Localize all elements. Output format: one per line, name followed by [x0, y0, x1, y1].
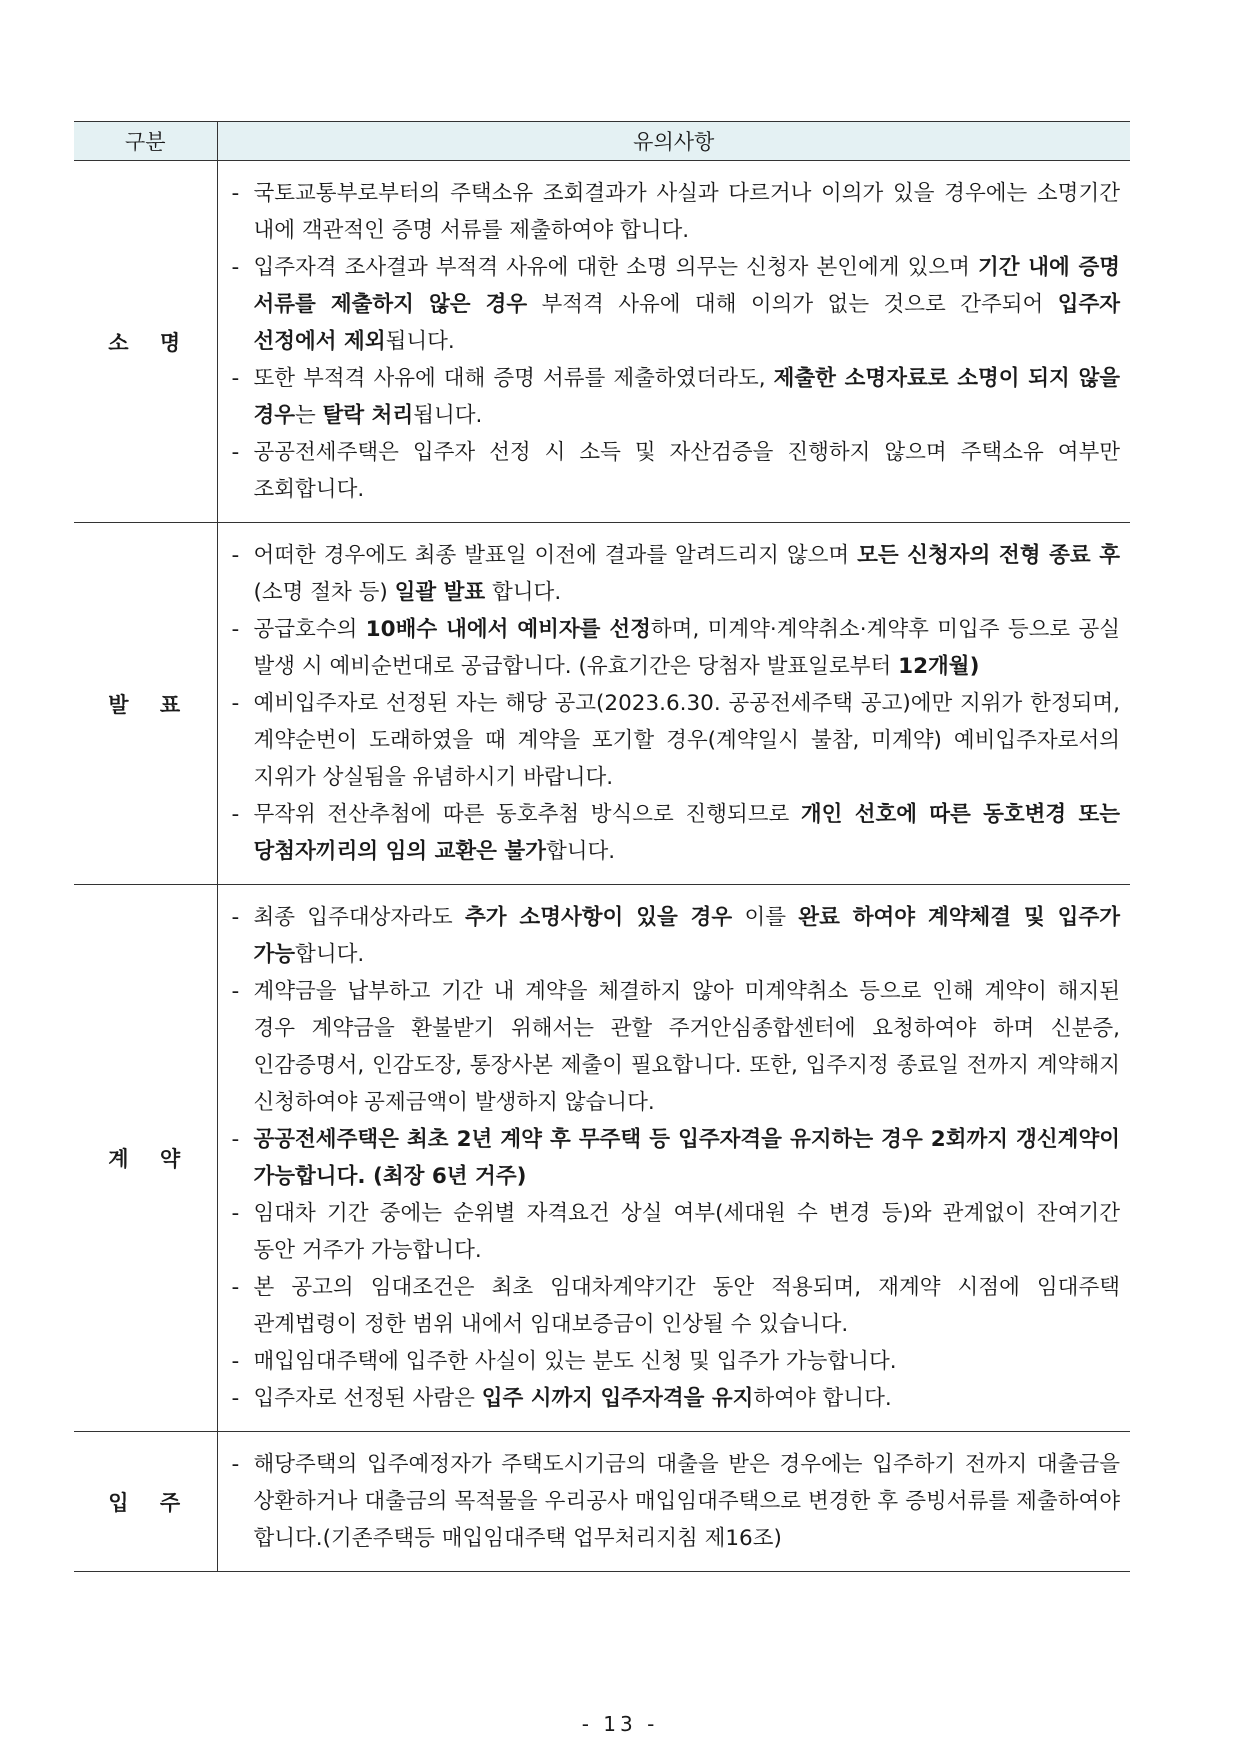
notes-list: [218, 885, 1131, 1431]
bullet-dash: -: [231, 543, 240, 568]
bullet-dash: -: [231, 1386, 240, 1411]
note-emphasis: 탈락 처리: [322, 403, 414, 428]
note-text: 됩니다.: [385, 329, 455, 354]
note-emphasis: 기간 내에 증명 서류를 제출하지 않은 경우: [253, 255, 1120, 317]
note-item: [232, 1380, 1121, 1417]
note-text: 또한 부적격 사유에 대해 증명 서류를 제출하였더라도,: [253, 366, 774, 391]
note-text: 무작위 전산추첨에 따른 동호추첨 방식으로 진행되므로: [253, 802, 801, 827]
bullet-dash: -: [231, 255, 240, 280]
note-item: [232, 537, 1121, 611]
note-item: [232, 434, 1121, 508]
bullet-dash: -: [231, 181, 240, 206]
table-row-gyeyak: [74, 885, 1130, 1432]
note-text: 임대차 기간 중에는 순위별 자격요건 상실 여부(세대원 수 변경 등)와 관계없이 잔여기간 동안 거주가 가능합니다.: [253, 1201, 1120, 1263]
row-category: 발 표: [74, 523, 217, 885]
row-category: 계 약: [74, 885, 217, 1432]
note-item: [232, 1343, 1121, 1380]
note-item: [232, 1195, 1121, 1269]
note-item: [232, 1121, 1121, 1195]
notes-list: [218, 161, 1131, 522]
bullet-dash: -: [231, 1127, 240, 1152]
row-notes: [217, 161, 1130, 523]
note-item: [232, 1269, 1121, 1343]
bullet-dash: -: [231, 1201, 240, 1226]
table-body: [74, 161, 1130, 1572]
note-item: [232, 249, 1121, 360]
note-text: 계약금을 납부하고 기간 내 계약을 체결하지 않아 미계약취소 등으로 인해 계약이 해지된 경우 계약금을 환불받기 위해서는 관할 주거안심종합센터에 요청하여야 하며 신분증, 인감증명서, 인감도장, 통장사본 제출이 필요합니다. 또한, 입주지정 종료일 전까지 계약해지 신청하여야 공제금액이 발생하지 않습니다.: [253, 979, 1120, 1115]
page-number: - 13 -: [581, 1712, 659, 1736]
note-text: 예비입주자로 선정된 자는 해당 공고(2023.6.30. 공공전세주택 공고)에만 지위가 한정되며, 계약순번이 도래하였을 때 계약을 포기할 경우(계약일시 불참, 미계약) 예비입주자로서의 지위가 상실됨을 유념하시기 바랍니다.: [253, 691, 1120, 790]
note-text: 됩니다.: [413, 403, 483, 428]
table-row-somyeong: [74, 161, 1130, 523]
note-item: [232, 899, 1121, 973]
note-text: 합니다.: [485, 580, 562, 605]
bullet-dash: -: [231, 802, 240, 827]
note-emphasis: 입주자 선정에서 제외: [253, 292, 1120, 354]
bullet-dash: -: [231, 1452, 240, 1477]
bullet-dash: -: [231, 979, 240, 1004]
table-header-row: [74, 122, 1130, 161]
note-emphasis: 12개월): [898, 654, 980, 679]
notes-list: [218, 523, 1131, 884]
note-text: 이를: [732, 905, 799, 930]
note-text: 는: [295, 403, 323, 428]
row-category: 입 주: [74, 1432, 217, 1572]
note-emphasis: 10배수 내에서 예비자를 선정: [365, 617, 651, 642]
note-text: 부적격 사유에 대해 이의가 없는 것으로 간주되어: [527, 292, 1058, 317]
note-text: 하여야 합니다.: [753, 1386, 892, 1411]
note-text: 공급호수의: [253, 617, 366, 642]
note-item: [232, 175, 1121, 249]
notice-table: [74, 121, 1130, 1572]
notes-list: [218, 1432, 1131, 1571]
table-row-ipju: [74, 1432, 1130, 1572]
note-text: 본 공고의 임대조건은 최초 임대차계약기간 동안 적용되며, 재계약 시점에 임대주택 관계법령이 정한 범위 내에서 임대보증금이 인상될 수 있습니다.: [253, 1275, 1120, 1337]
bullet-dash: -: [231, 691, 240, 716]
note-emphasis: 입주 시까지 입주자격을 유지: [481, 1386, 754, 1411]
note-item: [232, 360, 1121, 434]
header-category: 구분: [74, 122, 217, 161]
note-text: 하며, 미계약·계약취소·계약후 미입주 등으로 공실 발생 시 예비순번대로 공급합니다. (유효기간은 당첨자 발표일로부터: [253, 617, 1120, 679]
note-text: 합니다.: [545, 839, 616, 864]
bullet-dash: -: [231, 1349, 240, 1374]
note-text: 어떠한 경우에도 최종 발표일 이전에 결과를 알려드리지 않으며: [253, 543, 858, 568]
bullet-dash: -: [231, 366, 240, 391]
note-emphasis: 완료 하여야 계약체결 및 입주가 가능: [253, 905, 1120, 967]
note-emphasis: 공공전세주택은 최초 2년 계약 후 무주택 등 입주자격을 유지하는 경우 2회까지 갱신계약이 가능합니다. (최장 6년 거주): [253, 1127, 1120, 1189]
note-text: 합니다.: [295, 942, 365, 967]
row-notes: [217, 885, 1130, 1432]
header-notes: 유의사항: [217, 122, 1130, 161]
note-emphasis: 일괄 발표: [394, 580, 486, 605]
row-notes: [217, 1432, 1130, 1572]
bullet-dash: -: [231, 1275, 240, 1300]
note-text: 입주자로 선정된 사람은: [253, 1386, 482, 1411]
note-item: [232, 973, 1121, 1121]
note-emphasis: 개인 선호에 따른 동호변경 또는 당첨자끼리의 임의 교환은 불가: [253, 802, 1120, 864]
note-text: 공공전세주택은 입주자 선정 시 소득 및 자산검증을 진행하지 않으며 주택소유 여부만 조회합니다.: [253, 440, 1120, 502]
note-emphasis: 모든 신청자의 전형 종료 후: [857, 543, 1120, 568]
table-row-balpyo: [74, 523, 1130, 885]
row-notes: [217, 523, 1130, 885]
bullet-dash: -: [231, 617, 240, 642]
bullet-dash: -: [231, 440, 240, 465]
bullet-dash: -: [231, 905, 240, 930]
note-emphasis: 추가 소명사항이 있을 경우: [464, 905, 733, 930]
note-text: 입주자격 조사결과 부적격 사유에 대한 소명 의무는 신청자 본인에게 있으며: [253, 255, 978, 280]
note-text: 국토교통부로부터의 주택소유 조회결과가 사실과 다르거나 이의가 있을 경우에는 소명기간 내에 객관적인 증명 서류를 제출하여야 합니다.: [253, 181, 1120, 243]
note-item: [232, 685, 1121, 796]
note-item: [232, 796, 1121, 870]
note-emphasis: 제출한 소명자료로 소명이 되지 않을 경우: [253, 366, 1120, 428]
note-text: 해당주택의 입주예정자가 주택도시기금의 대출을 받은 경우에는 입주하기 전까지 대출금을 상환하거나 대출금의 목적물을 우리공사 매입임대주택으로 변경한 후 증빙서류를 제출하여야 합니다.(기존주택등 매입임대주택 업무처리지침 제16조): [253, 1452, 1120, 1551]
note-item: [232, 1446, 1121, 1557]
note-item: [232, 611, 1121, 685]
note-text: (소명 절차 등): [253, 580, 395, 605]
note-text: 매입임대주택에 입주한 사실이 있는 분도 신청 및 입주가 가능합니다.: [253, 1349, 897, 1374]
note-text: 최종 입주대상자라도: [253, 905, 465, 930]
row-category: 소 명: [74, 161, 217, 523]
